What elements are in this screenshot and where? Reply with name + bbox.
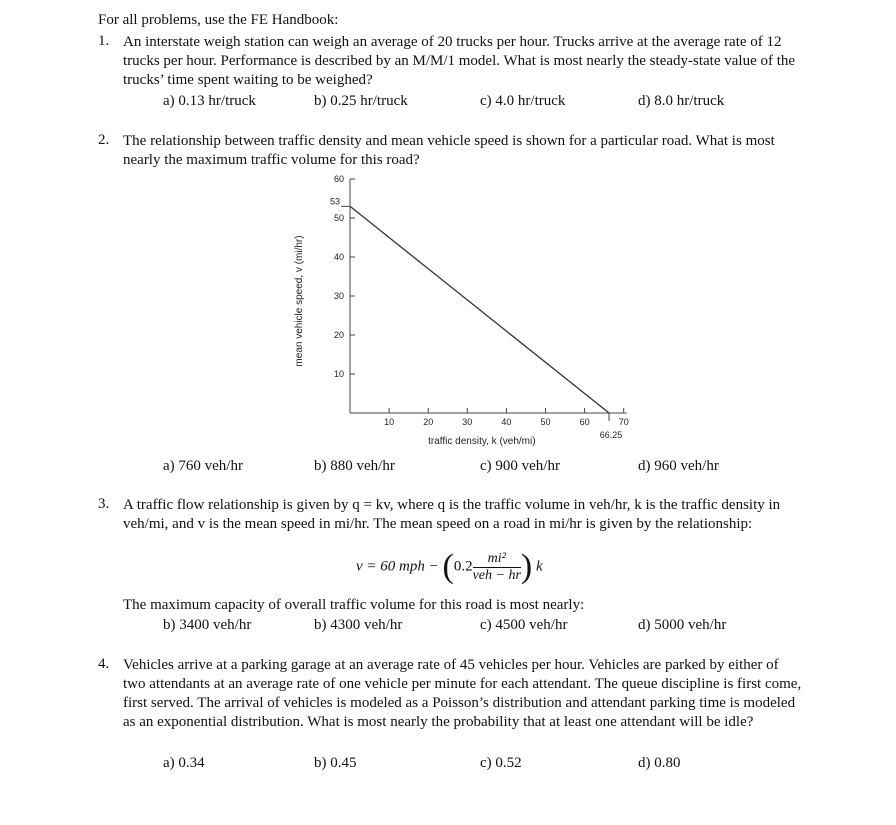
x-tick-label-50: 50	[540, 417, 551, 427]
q3-option-b: b) 4300 veh/hr	[314, 617, 403, 633]
x-tick-label-70: 70	[618, 417, 629, 427]
q3-option-c: c) 4500 veh/hr	[480, 617, 568, 633]
q3-subtext: The maximum capacity of overall traffic volume for this road is most nearly:	[123, 597, 585, 613]
formula-variable: k	[535, 558, 543, 575]
y-tick-label-20: 20	[333, 330, 344, 340]
q1-number: 1.	[98, 33, 110, 49]
q2-number: 2.	[98, 132, 110, 148]
y-tick-label-60: 60	[333, 174, 344, 184]
q3-text: A traffic flow relationship is given by q = kv, where q is the traffic volume in veh/hr, k is the traffic density in veh/mi, and v is the mean speed in mi/hr. The mean speed on a road in mi/hr is given by the relationship:	[123, 497, 781, 532]
formula-lhs: v = 60 mph −	[356, 558, 439, 575]
q1-option-b: b) 0.25 hr/truck	[314, 93, 408, 109]
q4-option-d: d) 0.80	[638, 755, 681, 771]
q2-option-a: a) 760 veh/hr	[163, 458, 243, 474]
q1-option-c: c) 4.0 hr/truck	[480, 93, 566, 109]
y-axis-label: mean vehicle speed, v (mi/hr)	[294, 235, 305, 367]
q2-option-d: d) 960 veh/hr	[638, 458, 719, 474]
y-tick-label-40: 40	[333, 252, 344, 262]
speed-density-line	[350, 206, 609, 413]
page-header: For all problems, use the FE Handbook:	[98, 12, 339, 28]
y-tick-label-50: 50	[333, 213, 344, 223]
x-tick-label-60: 60	[579, 417, 590, 427]
q4-option-c: c) 0.52	[480, 755, 522, 771]
x-tick-label-10: 10	[384, 417, 395, 427]
q3-option-a: b) 3400 veh/hr	[163, 617, 252, 633]
q2-option-b: b) 880 veh/hr	[314, 458, 395, 474]
q1-text: An interstate weigh station can weigh an average of 20 trucks per hour. Trucks arrive at the average rate of 12 trucks per hour. Performance is described by an M/M/1 model. What is most nearly the steady-state value of the trucks’ time spent waiting to be weighed?	[123, 34, 796, 88]
q3-number: 3.	[98, 496, 110, 512]
x-tick-label-40: 40	[501, 417, 512, 427]
x-tick-label-20: 20	[423, 417, 434, 427]
x-axis-label: traffic density, k (veh/mi)	[428, 436, 536, 447]
x-intercept-label: 66.25	[599, 430, 623, 440]
q2-option-c: c) 900 veh/hr	[480, 458, 560, 474]
q1-option-d: d) 8.0 hr/truck	[638, 93, 725, 109]
speed-formula: v = 60 mph − (0.2 $\frac{\text{mi²}}{\text{veh − hr}}$ ) k	[356, 548, 543, 585]
q2-text: The relationship between traffic density and mean vehicle speed is shown for a particular road. What is most nearly the maximum traffic volume for this road?	[123, 133, 775, 168]
formula-denominator: veh − hr	[472, 567, 521, 583]
q1-option-a: a) 0.13 hr/truck	[163, 93, 256, 109]
formula-numerator: mi²	[473, 551, 521, 568]
q4-number: 4.	[98, 656, 110, 672]
q3-option-d: d) 5000 veh/hr	[638, 617, 727, 633]
y-intercept-label: 53	[329, 196, 340, 207]
y-tick-label-30: 30	[333, 291, 344, 301]
q4-option-b: b) 0.45	[314, 755, 357, 771]
q4-option-a: a) 0.34	[163, 755, 205, 771]
y-tick-label-10: 10	[333, 369, 344, 379]
formula-coef: 0.2	[453, 558, 473, 575]
q4-text: Vehicles arrive at a parking garage at an average rate of 45 vehicles per hour. Vehicles are parked by either of two attendants at an average rate of one vehicle per minute for each attendant. The queue discipline is first come, first served. The arrival of vehicles is modeled as a Poisson’s distribution and attendant parking time is modeled as an exponential distribution. What is most nearly the probability that at least one attendant will be idle?	[123, 657, 802, 730]
x-tick-label-30: 30	[462, 417, 473, 427]
